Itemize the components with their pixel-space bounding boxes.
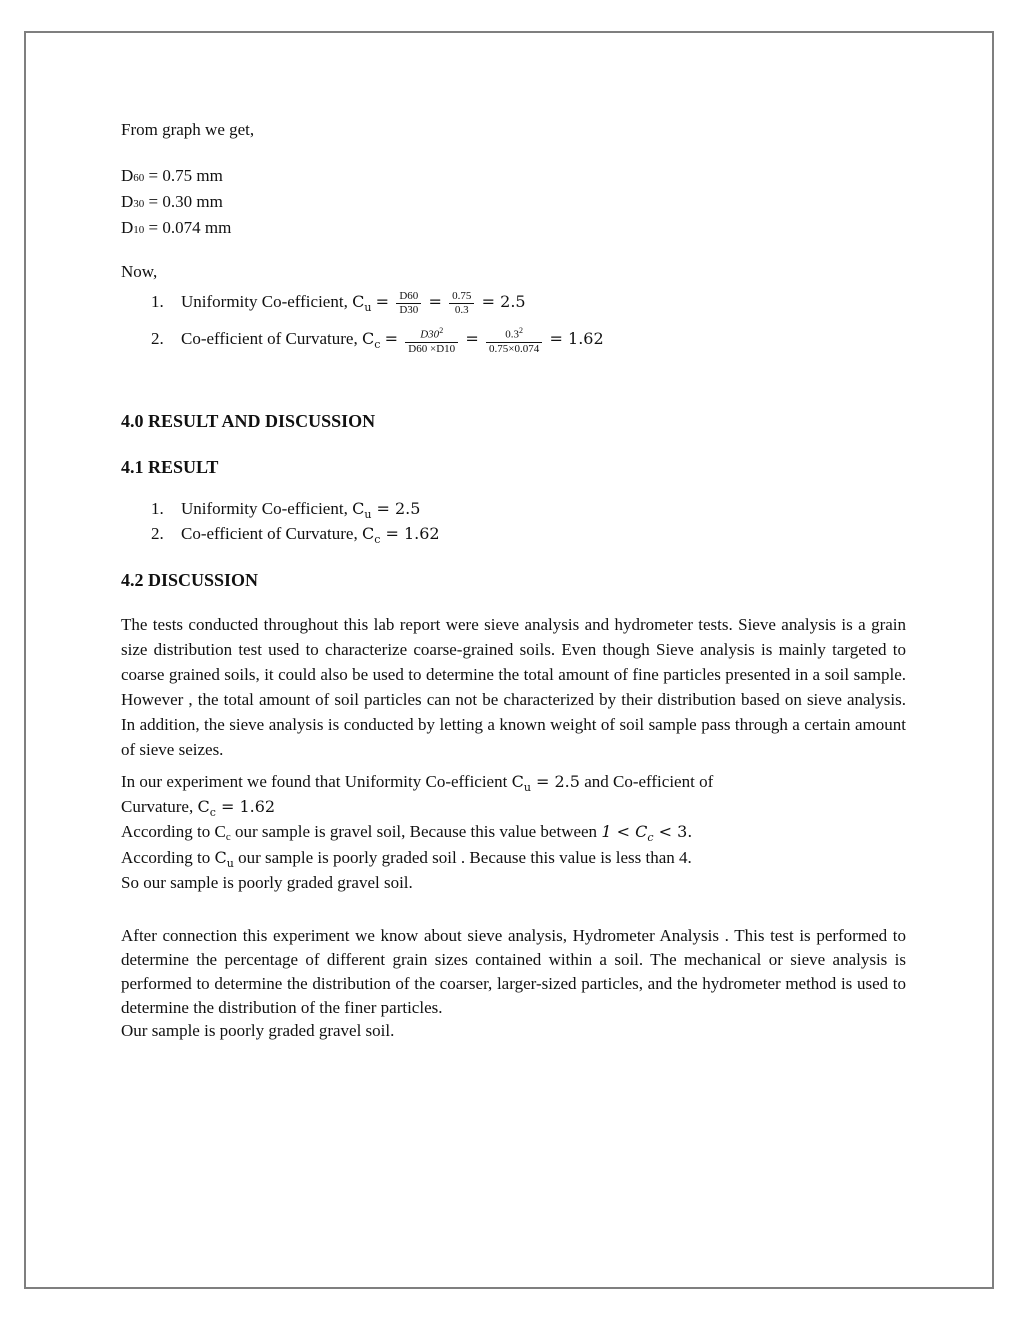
calc-curvature: 2. Co-efficient of Curvature, $C_c$ = $\frac{D30^2}{D60 \times D10}$ = $\frac{0.3^2}{0.75\times 0.074}$ = 1.62 [151, 326, 604, 355]
result-curvature: 2. Co-efficient of Curvature, $C_c = 1.62$ [151, 524, 440, 546]
experiment-line-4: According to $C_u$ our sample is poorly graded soil . Because this value is less than 4. [121, 848, 692, 870]
discussion-paragraph-3: After connection this experiment we know about sieve analysis, Hydrometer Analysis . This test is performed to determine the percentage of different grain sizes contained within a soil. The mechanical or sieve analysis is performed to determine the distribution of the coarser, larger-sized particles, and the hydrometer method is used to determine the distribution of the finer particles. [121, 926, 906, 1017]
experiment-line-2: Curvature, $C_c = 1.62$ [121, 797, 276, 819]
cu-symbol: $C_u$ [352, 292, 372, 314]
document-body [121, 118, 906, 1042]
intro-text: From graph we get, [121, 120, 255, 139]
calc-uniformity: 1. Uniformity Co-efficient, $C_u$ = $\frac{D60}{D30}$ = $\frac{0.75}{0.3}$ = 2.5 [151, 289, 526, 316]
d-values [121, 164, 906, 242]
now-text: Now, [121, 262, 158, 281]
experiment-line-1: In our experiment we found that Uniformity Co-efficient $C_u = 2.5$ and Co-efficient of [121, 772, 714, 794]
fraction-values: $\frac{0.75}{0.3}$ [449, 290, 474, 317]
result-list [121, 497, 906, 547]
heading-result: 4.1 RESULT [121, 457, 219, 477]
experiment-line-5: So our sample is poorly graded gravel soil. [121, 873, 413, 892]
experiment-findings [121, 770, 906, 894]
fraction-curvature-values: $\frac{0.3^2}{0.75\times 0.074}$ [486, 324, 542, 356]
discussion-conclusion: Our sample is poorly graded gravel soil. [121, 1021, 395, 1040]
heading-discussion: 4.2 DISCUSSION [121, 570, 259, 590]
d10-value: D10 = 0.074 mm [121, 218, 232, 237]
d30-value: D30 = 0.30 mm [121, 192, 223, 211]
calculation-list [121, 285, 906, 359]
experiment-line-3: According to Cc our sample is gravel soil, Because this value between $1 < C_c < 3$. [121, 822, 693, 844]
heading-result-and-discussion: 4.0 RESULT AND DISCUSSION [121, 411, 376, 431]
fraction-d60-d30: $\frac{D60}{D30}$ [396, 290, 421, 317]
cc-symbol: $C_c$ [361, 329, 381, 351]
fraction-d30sq: $\frac{D30^2}{D60 \times D10}$ [405, 324, 458, 356]
result-uniformity: 1. Uniformity Co-efficient, $C_u = 2.5$ [151, 499, 421, 521]
d60-value: D60 = 0.75 mm [121, 166, 223, 185]
discussion-paragraph-1: The tests conducted throughout this lab report were sieve analysis and hydrometer tests. Sieve analysis is a grain size distribution test used to characterize coarse-grained soils. Even though Sieve analysis is mainly targeted to coarse grained soils, it could also be used to determine the total amount of fine particles presented in a soil sample. However , the total amount of soil particles can not be characterized by their distribution based on sieve analysis. In addition, the sieve analysis is conducted by letting a known weight of soil sample pass through a certain amount of sieve seizes. [121, 615, 906, 759]
